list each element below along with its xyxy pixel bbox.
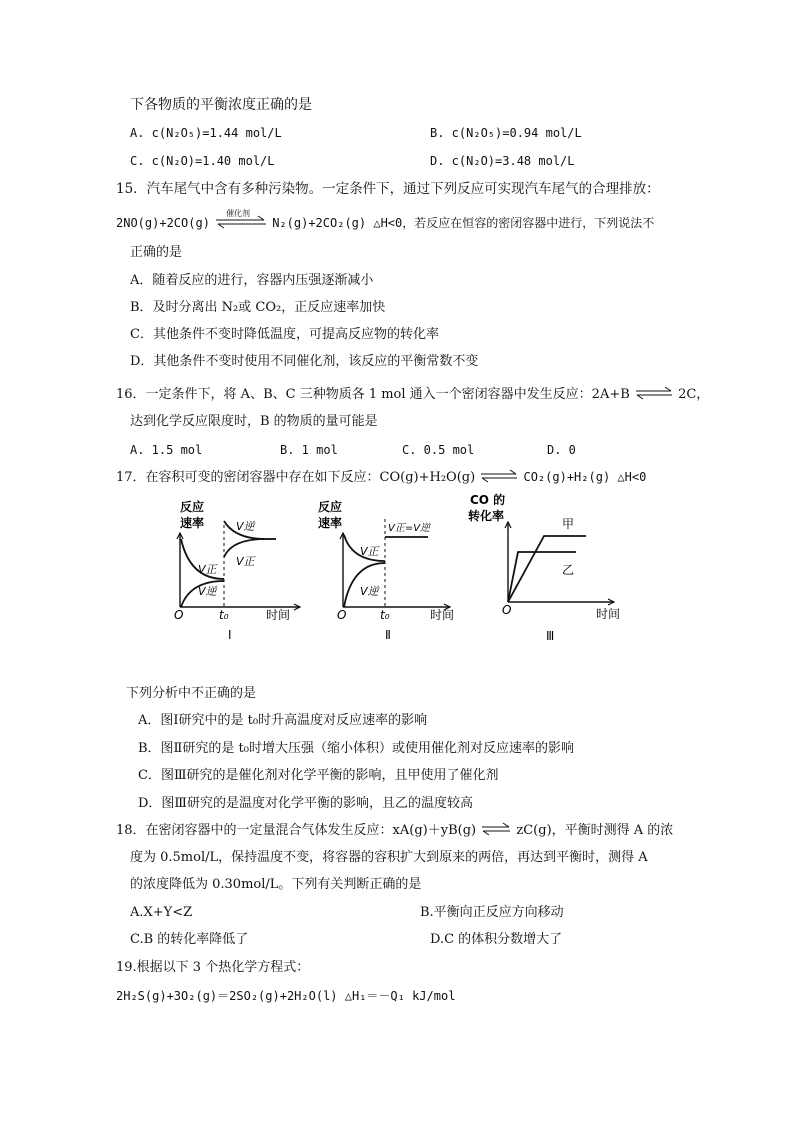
q18-stem-line1b: zC(g)，平衡时测得 A 的浓 (516, 823, 674, 838)
reversible-arrow-icon (214, 215, 268, 229)
q17-prompt: 下列分析中不正确的是 (126, 686, 257, 701)
q18-option-a: A.X+Y<Z (130, 905, 193, 920)
q14-option-b: B. c(N₂O₅)=0.94 mol/L (430, 126, 582, 140)
fig1-ylabel-2: 速率 (180, 516, 205, 530)
q17-stem-line1 (116, 468, 646, 487)
q15-catalyst-label: 催化剂 (226, 209, 251, 218)
fig2-origin: O (337, 608, 347, 622)
q16-option-c: C. 0.5 mol (402, 443, 475, 457)
q18-stem-line1a: 18．在密闭容器中的一定量混合气体发生反应：xA(g)＋yB(g) (116, 823, 477, 838)
q16-stem-line2: 达到化学反应限度时，B 的物质的量可能是 (130, 414, 378, 429)
q14-option-a: A. c(N₂O₅)=1.44 mol/L (130, 126, 282, 140)
fig1-ylabel-1: 反应 (180, 500, 205, 514)
q15-stem-line3: 正确的是 (130, 245, 183, 260)
q17-stem-line1b: CO₂(g)+H₂(g) △H<0 (523, 470, 647, 484)
fig2-label-v-zheng: V正 (360, 545, 379, 558)
q18-option-d: D.C 的体积分数增大了 (430, 932, 563, 947)
fig1-label-v-zheng: V正 (198, 563, 217, 576)
q18-option-b: B.平衡向正反应方向移动 (420, 905, 564, 920)
q16-stem-line1b: 2C， (678, 387, 710, 402)
fig3-label-jia: 甲 (562, 517, 575, 531)
q19-equation-1: 2H₂S(g)+3O₂(g)＝2SO₂(g)+2H₂O(l) △H₁＝－Q₁ kJ/mol (116, 989, 456, 1003)
q17-option-c: C．图Ⅲ研究的是催化剂对化学平衡的影响，且甲使用了催化剂 (138, 768, 499, 783)
fig1-origin: O (174, 608, 184, 622)
q15-equation (116, 209, 655, 233)
fig3-ylabel-2: 转化率 (468, 509, 505, 523)
q19-stem-line1: 19.根据以下 3 个热化学方程式： (116, 960, 310, 975)
q17-eq-arrow (479, 469, 519, 483)
fig2-label-v-eq: V正=V逆 (388, 523, 431, 534)
fig2-label-v-ni: V逆 (360, 585, 379, 598)
q15-eq-left: 2NO(g)+2CO(g) (116, 216, 210, 230)
fig1-xlabel: 时间 (266, 608, 291, 622)
q18-stem-line1 (116, 822, 673, 840)
q16-stem-line1a: 16．一定条件下，将 A、B、C 三种物质各 1 mol 通入一个密闭容器中发生反应：2A+B (116, 387, 630, 402)
figure-2-rate-time (310, 495, 470, 645)
q17-option-a: A．图Ⅰ研究中的是 t₀时升高温度对反应速率的影响 (138, 713, 428, 728)
fig3-label-yi: 乙 (562, 563, 575, 577)
fig3-caption: Ⅲ (546, 629, 555, 643)
fig2-t0-label: t₀ (380, 608, 390, 622)
fig1-label-v-ni: V逆 (198, 585, 217, 598)
fig1-t0-label: t₀ (219, 608, 229, 622)
q17-option-b: B．图Ⅱ研究的是 t₀时增大压强（缩小体积）或使用催化剂对反应速率的影响 (138, 741, 574, 756)
fig3-origin: O (502, 603, 512, 617)
q17-stem-line1a: 17．在容积可变的密闭容器中存在如下反应：CO(g)+H₂O(g) (116, 470, 476, 485)
q15-stem-line1: 15．汽车尾气中含有多种污染物。一定条件下，通过下列反应可实现汽车尾气的合理排放： (116, 181, 660, 197)
q16-stem-line1 (116, 386, 709, 404)
fig2-xlabel: 时间 (430, 608, 455, 622)
q18-stem-line3: 的浓度降低为 0.30mol/L。下列有关判断正确的是 (130, 877, 422, 892)
fig2-caption: Ⅱ (385, 628, 391, 642)
q14-option-d: D. c(N₂O)=3.48 mol/L (430, 154, 575, 168)
fig1-label-v-zheng-top: V正 (236, 555, 255, 568)
figure-1-rate-time (160, 495, 320, 645)
q16-option-b: B. 1 mol (280, 443, 338, 457)
reversible-arrow-icon (480, 822, 512, 836)
q15-eq-right: N₂(g)+2CO₂(g) △H<0，若反应在恒容的密闭容器中进行，下列说法不 (272, 216, 655, 230)
q14-option-c: C. c(N₂O)=1.40 mol/L (130, 154, 275, 168)
q16-option-a: A. 1.5 mol (130, 443, 203, 457)
fig3-xlabel: 时间 (596, 607, 621, 621)
q16-option-d: D. 0 (547, 443, 576, 457)
reversible-arrow-icon (634, 386, 674, 400)
q16-eq-arrow (634, 386, 674, 400)
q15-option-c: C．其他条件不变时降低温度，可提高反应物的转化率 (130, 327, 439, 342)
figure-3-conversion-time (462, 490, 632, 645)
q17-option-d: D．图Ⅲ研究的是温度对化学平衡的影响，且乙的温度较高 (138, 796, 473, 811)
fig3-curve-yi (508, 552, 576, 602)
fig2-ylabel-2: 速率 (318, 516, 343, 530)
q15-option-a: A．随着反应的进行，容器内压强逐渐减小 (130, 273, 374, 288)
fig1-label-v-ni-top: V逆 (236, 520, 255, 533)
reversible-arrow-icon (479, 469, 519, 483)
fig2-ylabel-1: 反应 (318, 500, 343, 514)
q15-eq-arrow (214, 209, 268, 229)
fig1-caption: Ⅰ (228, 628, 232, 642)
q18-eq-arrow (480, 822, 512, 836)
q15-option-d: D．其他条件不变时使用不同催化剂，该反应的平衡常数不变 (130, 354, 479, 369)
fig3-curve-jia (508, 536, 586, 602)
q14-stem-tail: 下各物质的平衡浓度正确的是 (130, 97, 312, 113)
fig3-ylabel-1: CO 的 (470, 493, 506, 507)
q18-option-c: C.B 的转化率降低了 (130, 932, 249, 947)
q18-stem-line2: 度为 0.5mol/L，保持温度不变，将容器的容积扩大到原来的两倍，再达到平衡时，测得 A (130, 850, 648, 865)
q15-option-b: B．及时分离出 N₂或 CO₂，正反应速率加快 (130, 300, 386, 315)
